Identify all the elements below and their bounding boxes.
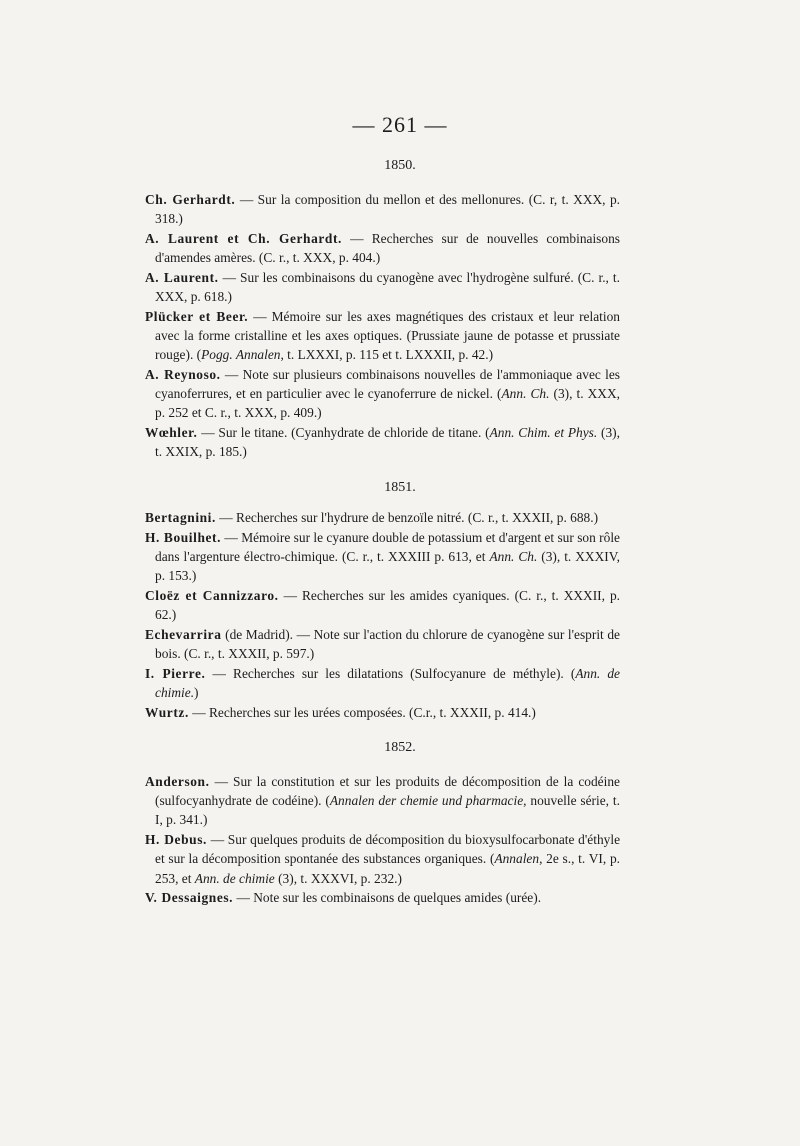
entry-journal: Pogg. Annalen [201, 347, 281, 363]
entry-author: I. Pierre. [145, 665, 206, 681]
entries-1850 [145, 190, 620, 462]
entry-journal: Ann. de chimie. [155, 665, 620, 700]
entry-author: A. Laurent. [145, 269, 219, 285]
entry-author: Wurtz. [145, 704, 189, 720]
entry-text: — Sur la constitution et sur les produits de décomposition de la codéine (sulfocyanhydrate de codéine). ( [155, 774, 620, 809]
year-heading-1852: 1852. [384, 740, 416, 755]
bibliography-entry [145, 190, 620, 228]
entry-author: H. Debus. [145, 832, 207, 848]
bibliography-entry [145, 268, 620, 306]
entry-text: — Recherches sur les urées composées. (C.r., t. XXXII, p. 414.) [188, 704, 536, 720]
entry-author: Ch. Gerhardt. [145, 192, 236, 207]
entry-text: , t. LXXXI, p. 115 et t. LXXXII, p. 42.) [280, 347, 494, 363]
entry-author: A. Reynoso. [145, 366, 221, 382]
entry-text: — Recherches sur de nouvelles combinaisons d'amendes amères. (C. r., t. XXX, p. 404.) [155, 230, 620, 266]
bibliography-entry [145, 830, 620, 888]
entry-text: — Sur la composition du mellon et des mellonures. (C. r, t. XXX, p. 318.) [155, 192, 620, 227]
entry-journal: Ann. Chim. et Phys. [489, 424, 598, 440]
entry-text: (3), t. XXIX, p. 185.) [155, 424, 620, 460]
bibliography-entry [145, 229, 620, 267]
entry-text: — Recherches sur les dilatations (Sulfocyanure de méthyle). ( [205, 665, 576, 681]
bibliography-entry [145, 508, 620, 527]
entry-journal: Annalen [494, 851, 540, 867]
entries-1852 [145, 772, 620, 908]
bibliography-entry [145, 664, 620, 702]
entry-journal: Ann. de chimie [194, 870, 275, 886]
entry-text: — Note sur plusieurs combinaisons nouvelles de l'ammoniaque avec les cyanoferrures, et en particulier avec le cyanoferrure de nickel. ( [155, 366, 620, 402]
entry-text: — Note sur les combinaisons de quelques amides (urée). [233, 890, 542, 906]
entry-text: — Sur le titane. (Cyanhydrate de chloride de titane. ( [197, 424, 490, 440]
entry-text: — Recherches sur l'hydrure de benzoïle nitré. (C. r., t. XXXII, p. 688.) [215, 510, 599, 525]
entry-text: (3), t. XXX, p. 252 et C. r., t. XXX, p. 409.) [155, 386, 620, 421]
bibliography-entry [145, 586, 620, 624]
entry-text: (3), t. XXXVI, p. 232.) [274, 870, 402, 886]
entry-journal: Ann. Ch. [501, 386, 550, 402]
bibliography-entry [145, 365, 620, 423]
year-heading-1851: 1851. [384, 480, 416, 495]
entry-author: Echevarrira [145, 626, 222, 642]
bibliography-entry [145, 625, 620, 663]
entry-author: A. Laurent et Ch. Gerhardt. [145, 230, 342, 246]
entry-author: Bertagnini. [145, 510, 216, 525]
entry-text: , 2e s., t. VI, p. 253, et [155, 851, 620, 886]
bibliography-entry [145, 528, 620, 586]
entry-text: (3), t. XXXIV, p. 153.) [155, 548, 620, 584]
entry-journal: Ann. Ch. [489, 548, 538, 564]
entry-author: Wœhler. [145, 424, 198, 440]
entry-text: — Recherches sur les amides cyaniques. (C. r., t. XXXII, p. 62.) [155, 587, 620, 623]
entry-text: , nouvelle série, t. I, p. 341.) [155, 793, 620, 828]
year-heading-1850: 1850. [384, 158, 416, 173]
bibliography-entry [145, 307, 620, 365]
page-number: — 261 — [352, 112, 448, 137]
entry-author: Anderson. [145, 774, 210, 789]
entry-journal: Annalen der chemie und pharmacie [329, 793, 524, 809]
entry-text: — Mémoire sur le cyanure double de potassium et d'argent et sur son rôle dans l'argenture électro-chimique. (C. r., t. XXXIII p. 613, et [155, 529, 621, 564]
entry-author: Plücker et Beer. [145, 308, 249, 324]
bibliography-entry [145, 888, 620, 907]
entry-author: V. Dessaignes. [145, 890, 234, 906]
entry-text: — Sur les combinaisons du cyanogène avec l'hydrogène sulfuré. (C. r., t. XXX, p. 618.) [155, 269, 620, 305]
entries-1851 [145, 508, 620, 722]
bibliography-entry [145, 772, 620, 830]
entry-author: H. Bouilhet. [145, 529, 222, 545]
bibliography-entry [145, 703, 620, 722]
entry-text: (de Madrid). — Note sur l'action du chlorure de cyanogène sur l'esprit de bois. (C. r., t. XXXII, p. 597.) [155, 626, 620, 661]
entry-text: — Mémoire sur les axes magnétiques des cristaux et leur relation avec la forme cristalline et les axes optiques. (Prussiate jaune de potasse et prussiate rouge). ( [155, 308, 620, 363]
entry-text: ) [194, 684, 199, 700]
entry-author: Cloëz et Cannizzaro. [145, 587, 279, 603]
entry-text: — Sur quelques produits de décomposition du bioxysulfocarbonate d'éthyle et sur la décomposition spontanée des substances organiques. ( [155, 832, 621, 867]
bibliography-entry [145, 423, 620, 461]
